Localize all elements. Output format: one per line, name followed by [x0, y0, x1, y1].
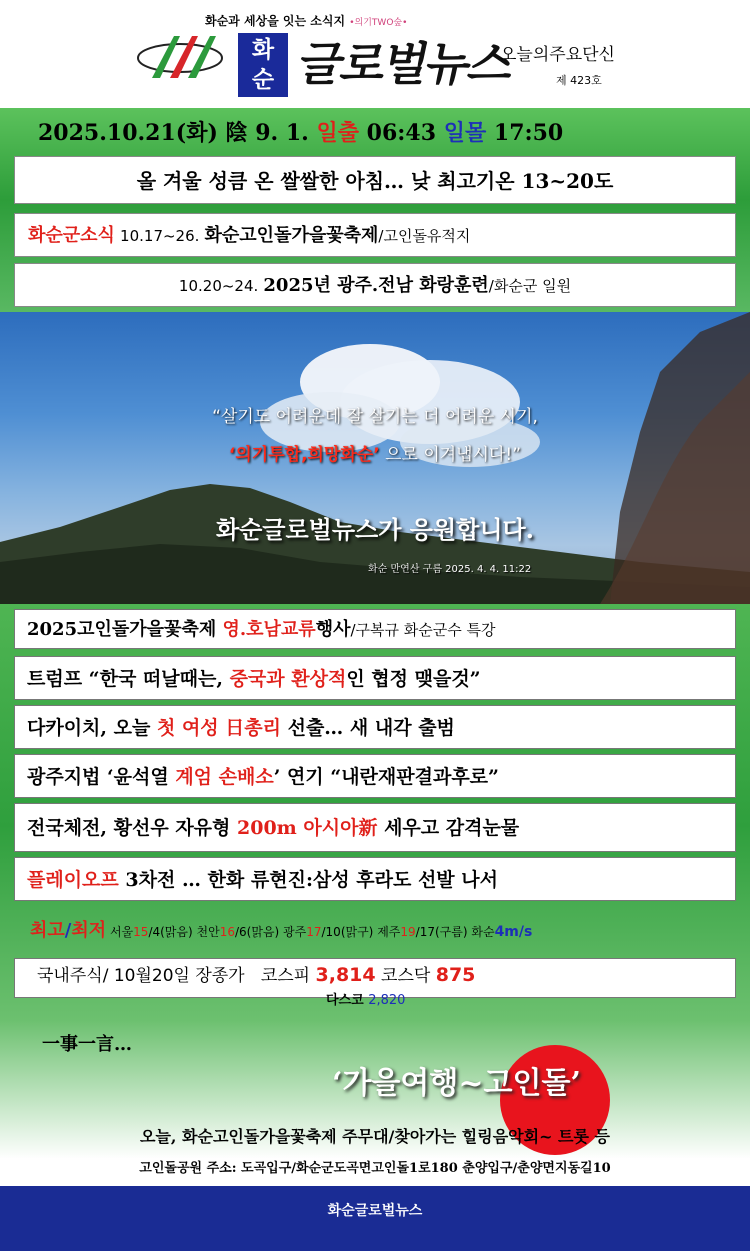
news-text: 2025고인돌가을꽃축제	[27, 619, 223, 640]
county-news-item	[14, 263, 736, 307]
weather-label-low: 최저	[71, 920, 107, 941]
news-highlight: 계엄 손배소	[175, 766, 274, 788]
city-high: 17	[306, 925, 322, 939]
slogan: ‘가을여행~고인돌’	[332, 1066, 581, 1101]
weather-city	[283, 925, 373, 939]
kosdaq-value: 875	[435, 964, 476, 986]
today-event: 오늘, 화순고인돌가을꽃축제 주무대/찾아가는 힐링음악회~ 트롯 등	[140, 1127, 610, 1146]
county-news-place: /고인돌유적지	[378, 227, 471, 245]
headline-box: 올 겨울 성큼 온 쌀쌀한 아침… 낮 최고기온 13~20도	[14, 156, 736, 204]
news-text: 트럼프 “한국 떠날때는,	[27, 668, 230, 690]
news-highlight: 플레이오프	[27, 869, 119, 891]
brand-logo-icon	[134, 30, 226, 86]
news-item	[14, 656, 736, 700]
news-highlight: 200m 아시아新	[237, 817, 378, 839]
banner-cheer: 화순글로벌뉴스가 응원합니다.	[215, 515, 535, 544]
city-low: /10(맑구)	[321, 925, 374, 939]
logo-box-char-1: 화	[251, 37, 275, 63]
nasdaq-line	[326, 989, 405, 1008]
banner-quote-line-2	[0, 440, 750, 465]
weather-city	[197, 925, 280, 939]
weather-city	[377, 925, 467, 939]
city-name: 서울	[109, 925, 134, 939]
tagline-badge: •의기TWO숲•	[349, 18, 408, 28]
county-news-label: 화순군소식	[28, 225, 115, 246]
nasdaq-value: 2,820	[368, 993, 406, 1008]
news-highlight: 중국과 환상적	[229, 668, 347, 690]
sunset-label: 일몰	[443, 120, 487, 146]
news-item	[14, 754, 736, 798]
news-text: 3차전 … 한화 류현진:삼성 후라도 선발 나서	[118, 869, 498, 891]
wind-label: 화순	[471, 925, 495, 939]
news-text: 선출… 새 내각 출범	[280, 717, 455, 739]
county-news-date: 10.17~26.	[120, 227, 200, 245]
city-low: /17(구름)	[415, 925, 468, 939]
banner-quote-rest: 으로 이겨냅시다!”	[379, 445, 522, 465]
logo-box-char-2: 순	[251, 67, 275, 93]
news-highlight: 영.호남교류	[222, 619, 316, 640]
stock-label: 국내주식/ 10월20일 장종가	[37, 966, 245, 986]
news-note: /구복규 화순군수 특강	[350, 621, 496, 639]
lunar-date: 9. 1.	[255, 120, 309, 146]
news-text: 다카이치, 오늘	[27, 717, 157, 739]
county-news-title: 2025년 광주.전남 화랑훈련	[263, 275, 489, 296]
sunset-time: 17:50	[493, 120, 564, 146]
news-item	[14, 803, 736, 852]
news-item	[14, 609, 736, 649]
county-news-title: 화순고인돌가을꽃축제	[204, 225, 379, 246]
weather-label-high: 최고	[30, 920, 65, 941]
nasdaq-label: 다스코	[326, 993, 364, 1008]
dateline	[38, 116, 563, 147]
news-highlight: 첫 여성 日총리	[156, 717, 281, 739]
county-news-place: /화순군 일원	[488, 277, 572, 295]
news-text: 전국체전, 황선우 자유형	[27, 817, 237, 839]
sunrise-time: 06:43	[366, 120, 437, 146]
edition-title: 오늘의주요단신	[500, 45, 615, 65]
kospi-value: 3,814	[315, 964, 376, 986]
weather-city	[110, 925, 193, 939]
banner-quote-highlight: ‘의기투합,희망화순’	[228, 445, 380, 465]
county-news-item	[14, 213, 736, 257]
news-text: 인 협정 맺을것”	[346, 668, 481, 690]
one-word-heading: 一事一言…	[42, 1034, 132, 1055]
city-low: /6(맑음)	[234, 925, 280, 939]
city-high: 16	[219, 925, 235, 939]
edition-number: 제 423호	[556, 74, 602, 87]
lunar-label: 陰	[225, 120, 248, 146]
news-text: 행사	[315, 619, 351, 640]
kospi-label: 코스피	[260, 966, 311, 986]
news-text: 세우고 감격눈물	[377, 817, 520, 839]
city-low: /4(맑음)	[148, 925, 193, 939]
county-news-date: 10.20~24.	[178, 277, 259, 295]
city-name: 광주	[283, 925, 307, 939]
kosdaq-label: 코스닥	[381, 966, 431, 986]
banner-quote-line-1: “살기도 어려운데 잘 살기는 더 어려운 시기,	[212, 407, 538, 427]
brand-logo-script: 글로벌뉴스	[293, 37, 518, 91]
tagline-text: 화순과 세상을 잇는 소식지	[205, 14, 346, 28]
banner-photo	[0, 312, 750, 604]
sunrise-label: 일출	[316, 120, 359, 146]
masthead-tagline	[205, 12, 407, 29]
news-text: ’ 연기 “내란재판결과후로”	[273, 766, 499, 788]
footer: 화순글로벌뉴스	[0, 1186, 750, 1251]
news-item	[14, 857, 736, 901]
date: 2025.10.21(화)	[38, 120, 218, 146]
city-name: 제주	[377, 925, 401, 939]
weather-label-slash: /	[64, 920, 72, 941]
city-name: 천안	[196, 925, 220, 939]
masthead	[0, 0, 750, 108]
wind-speed: 4m/s	[494, 924, 533, 940]
news-item	[14, 705, 736, 749]
city-high: 19	[400, 925, 416, 939]
weather-line	[30, 916, 532, 942]
city-high: 15	[133, 925, 149, 939]
park-address: 고인돌공원 주소: 도곡입구/화순군도곡면고인돌1로180 춘양입구/춘양면지동길10	[139, 1161, 611, 1176]
brand-logo-box	[238, 33, 288, 97]
news-text: 광주지법 ‘윤석열	[27, 766, 176, 788]
photo-caption: 화순 만연산 구름 2025. 4. 4. 11:22	[368, 564, 532, 575]
